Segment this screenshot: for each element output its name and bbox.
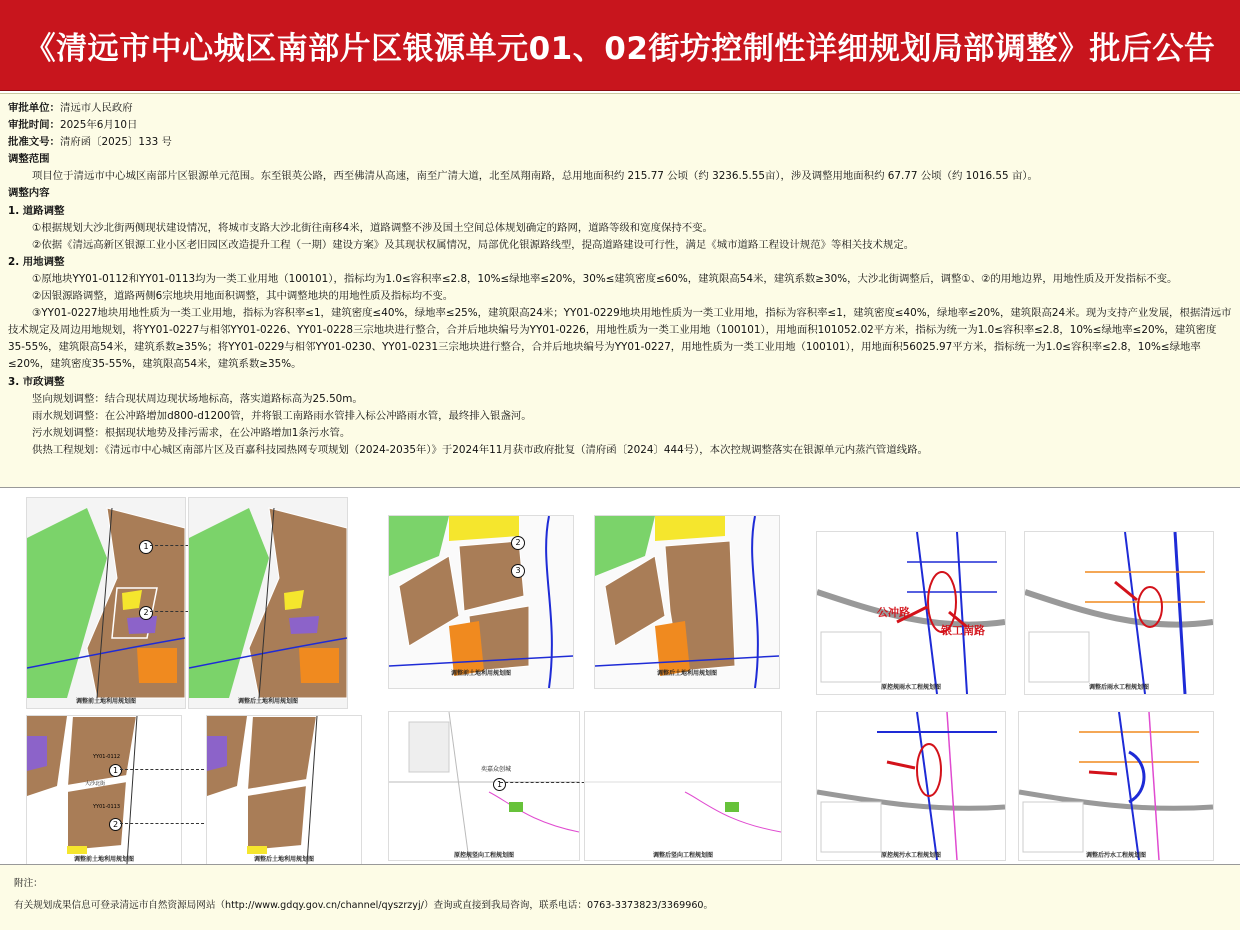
content-heading: 调整内容 [8, 187, 50, 200]
land-item-1: ①原地块YY01-0112和YY01-0113均为一类工业用地（100101），指标均为1.0≤容积率≤2.8，10%≤绿地率≤20%，30%≤建筑密度≤60%，建筑限高54米，建筑系数≥30%，大沙北街调整后，调整①、②的用地边界，用地性质及开发指标不变。 [32, 272, 1178, 285]
marker-2: 2 [511, 536, 525, 550]
muni-heading: 3. 市政调整 [8, 375, 65, 388]
planning-maps-area [0, 489, 1240, 864]
road-heading: 1. 道路调整 [8, 204, 65, 217]
approval-doc-value: 清府函〔2025〕133 号 [59, 136, 172, 149]
marker-3: 3 [511, 564, 525, 578]
approval-doc-label: 批准文号： [8, 136, 60, 149]
approval-doc-row [8, 134, 1232, 151]
plot-label-b: YY01-0113 [93, 804, 120, 810]
approval-time-label: 审批时间： [8, 119, 60, 132]
yingong-road-label: 银工南路 [941, 624, 985, 637]
map-after-vertical [584, 711, 782, 861]
land-item-3: ③YY01-0227地块用地性质为一类工业用地，指标为容积率≤1，建筑密度≤40%，绿地率≤25%，建筑限高24米；YY01-0229地块用地性质为一类工业用地，指标为容积率≤1，建筑密度≤40%，绿地率≤20%，建筑限高24米。现为支持产业发展，根据清远市技术规定及周边用地规划，将YY01-0227与相邻YY01-0226、YY01-0228三宗地块进行整合，合并后地块编号为YY01-0226，用地性质为一类工业用地（100101），用地面积101052.02平方米，指标为统一为1.0≤容积率≤2.8，10%≤绿地率≤20%，建筑密度35-55%，建筑限高54米，建筑系数≥35%；将YY01-0229与相邻YY01-0230、YY01-0231三宗地块进行整合，合并后地块编号为YY01-0227，用地性质为一类工业用地（100101），用地面积56025.97平方米，指标统一为1.0≤容积率≤2.8，10%≤绿地率≤20%，建筑密度35-55%，建筑限高54米，建筑系数≥35%。 [8, 307, 1232, 371]
map-caption: 调整后雨水工程规划图 [1088, 684, 1150, 691]
map-caption: 调整前土地利用规划图 [73, 856, 135, 863]
map-caption: 原控规污水工程规划图 [880, 852, 942, 859]
muni-item-1: 竖向规划调整：结合现状周边现状场地标高，落实道路标高为25.50m。 [32, 392, 363, 405]
page-header [0, 0, 1240, 91]
map-after-vertical-drawing [585, 712, 781, 860]
approval-unit-value: 清远市人民政府 [59, 102, 133, 114]
road-item-1: ①根据规划大沙北街两侧现状建设情况，将城市支路大沙北街往南移4米，道路调整不涉及国土空间总体规划确定的路网，道路等级和宽度保持不变。 [32, 221, 713, 234]
land-item-2: ②因银源路调整，道路两侧6宗地块用地面积调整，其中调整地块的用地性质及指标均不变。 [32, 290, 454, 303]
map-before-landuse-1-drawing [27, 498, 185, 708]
map-before-landuse-2-drawing [389, 516, 573, 688]
map-after-rainwater-drawing [1025, 532, 1213, 694]
footer-notes [0, 864, 1240, 930]
map-after-sewage-drawing [1019, 712, 1213, 860]
map-after-landuse-1-drawing [189, 498, 347, 708]
map-caption: 调整后土地利用规划图 [253, 856, 315, 863]
approval-time-value: 2025年6月10日 [59, 119, 138, 132]
map-caption: 调整后竖向工程规划图 [652, 852, 714, 859]
map-caption: 原控规竖向工程规划图 [453, 852, 515, 859]
map-before-landuse-3 [26, 715, 182, 865]
map-after-landuse-3-drawing [207, 716, 361, 864]
scope-text: 项目位于清远市中心城区南部片区银源单元范围。东至银英公路，西至佛清从高速，南至广清大道，北至凤翔南路，总用地面积约 215.77 公顷（约 3236.5.55亩），涉及调整用地面积约 67.77 公顷（约 1016.55 亩）。 [32, 170, 1038, 183]
map-caption: 调整后土地利用规划图 [656, 670, 718, 677]
map-before-landuse-1 [26, 497, 186, 709]
map-before-rainwater-drawing [817, 532, 1005, 694]
approval-unit-label: 审批单位： [8, 102, 60, 114]
announcement-text-panel [0, 93, 1240, 488]
marker-1: 1 [493, 778, 506, 791]
land-heading: 2. 用地调整 [8, 255, 65, 268]
map-after-landuse-3 [206, 715, 362, 865]
approval-unit-row [8, 100, 1232, 117]
muni-item-4: 供热工程规划：《清远市中心城区南部片区及百嘉科技园热网专项规划（2024-2035年）》于2024年11月获市政府批复（清府函〔2024〕444号），本次控规调整落实在银源单元内蒸汽管道线路。 [32, 443, 928, 456]
map-before-sewage-drawing [817, 712, 1005, 860]
dasha-street-label: 大沙北街 [85, 781, 106, 787]
map-before-vertical-drawing [389, 712, 579, 860]
map-after-landuse-1 [188, 497, 348, 709]
map-after-landuse-2 [594, 515, 780, 689]
footer-note-label: 附注： [14, 878, 43, 889]
plot-label-a: YY01-0112 [93, 754, 120, 760]
map-before-sewage [816, 711, 1006, 861]
map-caption: 调整前土地利用规划图 [75, 698, 137, 705]
map-after-landuse-2-drawing [595, 516, 779, 688]
map-after-sewage [1018, 711, 1214, 861]
map-caption: 调整后土地利用规划图 [237, 698, 299, 705]
approval-time-row [8, 117, 1232, 134]
scope-heading: 调整范围 [8, 153, 50, 166]
map-caption: 调整前土地利用规划图 [450, 670, 512, 677]
area-label: 奕嘉众创城 [481, 766, 512, 773]
map-before-vertical [388, 711, 580, 861]
page-title: 《清远市中心城区南部片区银源单元01、02街坊控制性详细规划局部调整》批后公告 [24, 30, 1216, 67]
muni-item-3: 污水规划调整：根据现状地势及排污需求，在公冲路增加1条污水管。 [32, 426, 351, 439]
muni-item-2: 雨水规划调整：在公冲路增加d800-d1200管，并将银工南路雨水管排入标公冲路雨水管，最终排入银盏河。 [32, 409, 532, 422]
map-before-landuse-2 [388, 515, 574, 689]
map-before-landuse-3-drawing [27, 716, 181, 864]
road-item-2: ②依据《清远高新区银源工业小区老旧园区改造提升工程（一期）建设方案》及其现状权属情况，局部优化银源路线型，提高道路建设可行性，满足《城市道路工程设计规范》等相关技术规定。 [32, 238, 915, 251]
map-caption: 调整后污水工程规划图 [1085, 852, 1147, 859]
gongchong-road-label: 公冲路 [877, 606, 910, 619]
footer-note-text: 有关规划成果信息可登录清远市自然资源局网站（http://www.gdqy.gov.cn/channel/qyszrzyj/）查询或直接到我局咨询，联系电话：0763-3373823/3369960。 [14, 900, 714, 911]
map-after-rainwater [1024, 531, 1214, 695]
marker-2: 2 [139, 606, 153, 620]
marker-2: 2 [109, 818, 122, 831]
map-before-rainwater [816, 531, 1006, 695]
marker-1: 1 [139, 540, 153, 554]
marker-1: 1 [109, 764, 122, 777]
map-caption: 原控规雨水工程规划图 [880, 684, 942, 691]
